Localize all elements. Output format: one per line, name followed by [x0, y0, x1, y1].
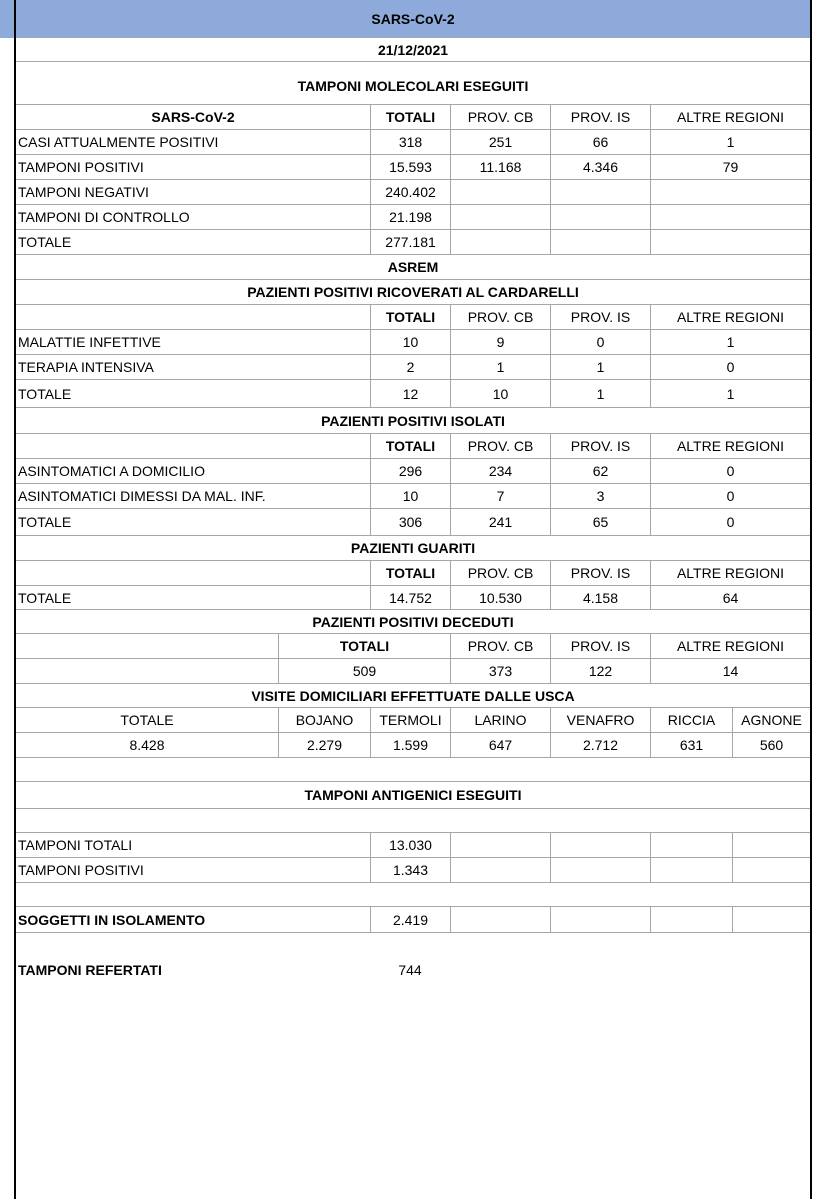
column-header: ALTRE REGIONI: [650, 561, 810, 585]
table-row: [16, 380, 810, 408]
blank-row: [16, 809, 810, 833]
empty-cell: [650, 907, 732, 932]
isolati-header-row: [16, 434, 810, 459]
antigenici-title: TAMPONI ANTIGENICI ESEGUITI: [304, 787, 522, 803]
table-row: [16, 858, 810, 883]
column-header: TERMOLI: [370, 708, 450, 732]
empty-cell: [450, 230, 550, 254]
cell-value: 1: [550, 380, 650, 407]
cell-value: 2.279: [278, 733, 370, 757]
refertati-label: TAMPONI REFERTATI: [18, 962, 162, 978]
guariti-header-row: [16, 561, 810, 586]
molecolari-title: TAMPONI MOLECOLARI ESEGUITI: [297, 78, 529, 94]
table-row: [16, 155, 810, 180]
cell-value: 4.158: [550, 586, 650, 609]
cell-value: 21.198: [370, 205, 450, 229]
cell-value: 15.593: [370, 155, 450, 179]
cell-value: 11.168: [450, 155, 550, 179]
cell-value: 10: [370, 484, 450, 508]
cell-value: 7: [450, 484, 550, 508]
cell-value: 14.752: [370, 586, 450, 609]
table-row: [16, 733, 810, 758]
refertati-value: 744: [398, 962, 422, 978]
empty-cell: [550, 833, 650, 857]
section-title-row: [16, 610, 810, 634]
cell-value: 10.530: [450, 586, 550, 609]
cell-value: 4.346: [550, 155, 650, 179]
deceduti-title: PAZIENTI POSITIVI DECEDUTI: [312, 613, 514, 630]
column-header: BOJANO: [278, 708, 370, 732]
table-row: [16, 833, 810, 858]
cell-value: 65: [550, 509, 650, 535]
cell-value: 1: [650, 130, 810, 154]
empty-cell: [650, 858, 732, 882]
section-title-row: [16, 536, 810, 561]
section-title-row: [16, 684, 810, 708]
table-row: [16, 586, 810, 610]
empty-cell: [550, 230, 650, 254]
row-label: TAMPONI NEGATIVI: [18, 184, 149, 200]
column-header: PROV. IS: [550, 561, 650, 585]
empty-cell: [732, 858, 810, 882]
asrem-heading: ASREM: [387, 259, 439, 275]
cell-value: 1: [650, 330, 810, 354]
column-header: SARS-CoV-2: [151, 109, 235, 125]
column-header: TOTALE: [120, 712, 174, 728]
empty-cell: [450, 858, 550, 882]
row-label: TAMPONI DI CONTROLLO: [18, 209, 190, 225]
empty-cell: [16, 659, 278, 683]
cell-value: 10: [370, 330, 450, 354]
column-header: PROV. CB: [450, 634, 550, 658]
empty-cell: [650, 205, 810, 229]
table-row: [16, 484, 810, 509]
column-header: TOTALI: [278, 634, 450, 658]
isolamento-row: [16, 907, 810, 933]
deceduti-header-row: [16, 634, 810, 659]
table-row: [16, 230, 810, 255]
empty-cell: [16, 634, 278, 658]
empty-cell: [732, 907, 810, 932]
usca-title: VISITE DOMICILIARI EFFETTUATE DALLE USCA: [251, 687, 575, 704]
right-margin: [812, 0, 820, 1199]
empty-cell: [650, 230, 810, 254]
cell-value: 1: [650, 380, 810, 407]
column-header: TOTALI: [370, 305, 450, 329]
isolati-title: PAZIENTI POSITIVI ISOLATI: [321, 412, 505, 429]
report-date: 21/12/2021: [377, 41, 449, 58]
isolamento-label: SOGGETTI IN ISOLAMENTO: [18, 911, 206, 928]
cell-value: 318: [370, 130, 450, 154]
cell-value: 2: [370, 355, 450, 379]
column-header: ALTRE REGIONI: [650, 105, 810, 129]
cell-value: 560: [732, 733, 810, 757]
cell-value: 62: [550, 459, 650, 483]
column-header: ALTRE REGIONI: [650, 434, 810, 458]
cell-value: 251: [450, 130, 550, 154]
empty-cell: [732, 833, 810, 857]
sheet-title: SARS-CoV-2: [371, 11, 455, 27]
cell-value: 12: [370, 380, 450, 407]
date-row: [16, 38, 810, 62]
cell-value: 241: [450, 509, 550, 535]
table-row: [16, 205, 810, 230]
empty-cell: [450, 205, 550, 229]
cell-value: 10: [450, 380, 550, 407]
section-title-row: [16, 280, 810, 305]
row-label: ASINTOMATICI DIMESSI DA MAL. INF.: [18, 488, 266, 504]
column-header: TOTALI: [370, 561, 450, 585]
column-header: PROV. IS: [550, 634, 650, 658]
cell-value: 64: [650, 586, 810, 609]
empty-cell: [450, 907, 550, 932]
table-row: [16, 659, 810, 684]
refertati-row: [16, 958, 810, 982]
asrem-row: [16, 255, 810, 280]
empty-cell: [16, 561, 370, 585]
table-row: [16, 355, 810, 380]
column-header: AGNONE: [732, 708, 810, 732]
cell-value: 296: [370, 459, 450, 483]
cell-value: 306: [370, 509, 450, 535]
empty-cell: [650, 180, 810, 204]
cell-value: 1: [550, 355, 650, 379]
table-row: [16, 130, 810, 155]
cell-value: 13.030: [370, 833, 450, 857]
row-label: MALATTIE INFETTIVE: [18, 334, 161, 350]
section-title-row: [16, 782, 810, 809]
empty-cell: [550, 205, 650, 229]
cell-value: 14: [650, 659, 810, 683]
cell-value: 509: [278, 659, 450, 683]
cell-value: 373: [450, 659, 550, 683]
cell-value: 0: [650, 459, 810, 483]
empty-cell: [450, 833, 550, 857]
column-header: TOTALI: [370, 434, 450, 458]
blank-row: [16, 758, 810, 782]
cell-value: 79: [650, 155, 810, 179]
column-header: ALTRE REGIONI: [650, 305, 810, 329]
empty-cell: [550, 858, 650, 882]
empty-cell: [550, 180, 650, 204]
cell-value: 0: [650, 355, 810, 379]
ricoverati-title: PAZIENTI POSITIVI RICOVERATI AL CARDARELLI: [247, 284, 579, 300]
column-header: VENAFRO: [550, 708, 650, 732]
cell-value: 0: [550, 330, 650, 354]
column-header: PROV. CB: [450, 434, 550, 458]
empty-cell: [550, 907, 650, 932]
row-label: TOTALE: [18, 385, 72, 402]
table-row: [16, 459, 810, 484]
table-row: [16, 330, 810, 355]
column-header: PROV. IS: [550, 434, 650, 458]
empty-cell: [450, 180, 550, 204]
row-label: TOTALE: [18, 234, 72, 250]
cell-value: 234: [450, 459, 550, 483]
row-label: TOTALE: [18, 514, 72, 530]
blank-row: [16, 883, 810, 907]
empty-cell: [16, 434, 370, 458]
row-label: TAMPONI POSITIVI: [18, 159, 144, 175]
row-label: TERAPIA INTENSIVA: [18, 359, 154, 375]
cell-value: 8.428: [129, 737, 165, 753]
row-label: TAMPONI POSITIVI: [18, 862, 144, 878]
cell-value: 647: [450, 733, 550, 757]
column-header: TOTALI: [370, 105, 450, 129]
spreadsheet: [14, 0, 812, 1199]
section-title-row: [16, 62, 810, 105]
column-header: PROV. CB: [450, 561, 550, 585]
isolamento-value: 2.419: [370, 907, 450, 932]
column-header: PROV. CB: [450, 305, 550, 329]
cell-value: 1: [450, 355, 550, 379]
column-header: PROV. IS: [550, 305, 650, 329]
empty-cell: [650, 833, 732, 857]
row-label: ASINTOMATICI A DOMICILIO: [18, 463, 205, 479]
molecolari-header-row: [16, 105, 810, 130]
guariti-title: PAZIENTI GUARITI: [350, 540, 476, 556]
cell-value: 122: [550, 659, 650, 683]
table-row: [16, 180, 810, 205]
cell-value: 3: [550, 484, 650, 508]
empty-cell: [16, 305, 370, 329]
column-header: LARINO: [450, 708, 550, 732]
cell-value: 0: [650, 509, 810, 535]
title-row: [16, 0, 810, 38]
row-label: TAMPONI TOTALI: [18, 837, 133, 853]
column-header: ALTRE REGIONI: [650, 634, 810, 658]
cell-value: 2.712: [550, 733, 650, 757]
row-label: CASI ATTUALMENTE POSITIVI: [18, 134, 219, 150]
cell-value: 277.181: [370, 230, 450, 254]
cell-value: 1.343: [370, 858, 450, 882]
cell-value: 0: [650, 484, 810, 508]
table-row: [16, 509, 810, 536]
cell-value: 9: [450, 330, 550, 354]
section-title-row: [16, 408, 810, 434]
usca-header-row: [16, 708, 810, 733]
column-header: RICCIA: [650, 708, 732, 732]
cell-value: 240.402: [370, 180, 450, 204]
cell-value: 66: [550, 130, 650, 154]
row-label: TOTALE: [18, 589, 72, 606]
cell-value: 631: [650, 733, 732, 757]
column-header: PROV. IS: [550, 105, 650, 129]
column-header: PROV. CB: [450, 105, 550, 129]
cell-value: 1.599: [370, 733, 450, 757]
ricoverati-header-row: [16, 305, 810, 330]
